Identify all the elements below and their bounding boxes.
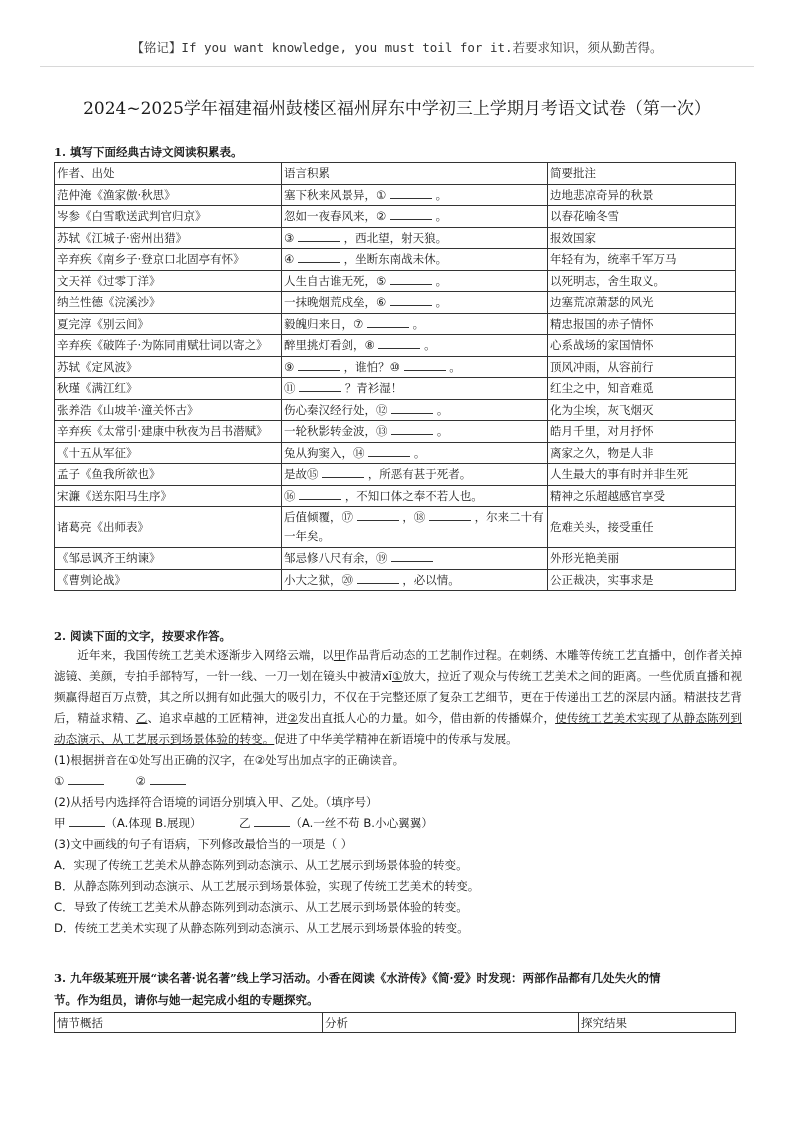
- source-cell: 《邹忌讽齐王纳谏》: [55, 548, 282, 570]
- answer-blank[interactable]: [150, 774, 186, 785]
- note-cell: 心系战场的家国情怀: [548, 335, 736, 357]
- answer-blank[interactable]: [298, 252, 340, 263]
- blank-1: ①: [391, 669, 403, 683]
- note-cell: 皓月千里，对月抒怀: [548, 421, 736, 443]
- verse-cell: 一轮秋影转金波，⑬ 。: [282, 421, 548, 443]
- note-cell: 精神之乐超越感官享受: [548, 485, 736, 507]
- verse-cell: 醉里挑灯看剑，⑧ 。: [282, 335, 548, 357]
- note-cell: 化为尘埃，灰飞烟灭: [548, 399, 736, 421]
- answer-blank[interactable]: [68, 774, 104, 785]
- answer-blank[interactable]: [390, 295, 432, 306]
- answer-blank[interactable]: [391, 551, 433, 562]
- answer-blank[interactable]: [368, 446, 410, 457]
- table-row: [55, 249, 736, 271]
- verse-cell: 毅魄归来日，⑦ 。: [282, 313, 548, 335]
- q2-sub2: (2)从括号内选择符合语境的词语分别填入甲、乙处。（填序号）: [54, 795, 378, 809]
- note-cell: 精忠报国的赤子情怀: [548, 313, 736, 335]
- note-cell: 报效国家: [548, 227, 736, 249]
- note-cell: 边地悲凉奇异的秋景: [548, 184, 736, 206]
- source-cell: 孟子《鱼我所欲也》: [55, 464, 282, 486]
- table-header-row: [55, 163, 736, 185]
- header-divider: [40, 66, 754, 67]
- verse-cell: 小大之狱，⑳ ，必以情。: [282, 569, 548, 591]
- source-cell: 苏轼《江城子·密州出猎》: [55, 227, 282, 249]
- verse-cell: 后值倾覆，⑰ ，⑱ ，尔来二十有一年矣。: [282, 507, 548, 548]
- table-header-row: [55, 1013, 736, 1033]
- source-cell: 《曹刿论战》: [55, 569, 282, 591]
- blank-jia: 甲: [333, 648, 346, 662]
- note-cell: 人生最大的事有时并非生死: [548, 464, 736, 486]
- answer-blank[interactable]: [298, 360, 340, 371]
- source-cell: 范仲淹《渔家傲·秋思》: [55, 184, 282, 206]
- table-row: [55, 485, 736, 507]
- answer-blank[interactable]: [357, 510, 399, 521]
- table-row: [55, 464, 736, 486]
- blank-yi: 乙: [135, 711, 148, 725]
- table-row: [55, 184, 736, 206]
- header-motto: 【铭记】If you want knowledge, you must toil for it.若要求知识，须从勤苦得。: [131, 40, 663, 55]
- q2-sub1-answers: ① ②: [54, 771, 742, 792]
- answer-blank[interactable]: [429, 510, 471, 521]
- option-c[interactable]: C．导致了传统工艺美术从静态陈列到动态演示、从工艺展示到场景体验的转变。: [54, 900, 468, 914]
- answer-blank[interactable]: [390, 188, 432, 199]
- q2-sub1: (1)根据拼音在①处写出正确的汉字，在②处写出加点字的正确读音。: [54, 753, 405, 767]
- option-a[interactable]: A．实现了传统工艺美术从静态陈列到动态演示、从工艺展示到场景体验的转变。: [54, 858, 468, 872]
- answer-blank[interactable]: [299, 489, 341, 500]
- q2-sub2-answers: 甲 （A.体现 B.展现） 乙 （A.一丝不苟 B.小心翼翼）: [54, 816, 433, 830]
- column-header: 简要批注: [548, 163, 736, 185]
- note-cell: 以春花喻冬雪: [548, 206, 736, 228]
- source-cell: 夏完淳《别云间》: [55, 313, 282, 335]
- note-cell: 离家之久，物是人非: [548, 442, 736, 464]
- q3-heading-line2: 节。作为组员，请你与她一起完成小组的专题探究。: [54, 993, 319, 1007]
- answer-blank[interactable]: [322, 467, 364, 478]
- q2-passage: [54, 645, 742, 939]
- q3-heading-line1: 3. 九年级某班开展“读名著·说名著”线上学习活动。小香在阅读《水浒传》《简·爱》时发现：两部作品都有几处失火的情: [54, 971, 661, 985]
- verse-cell: 人生自古谁无死，⑤ 。: [282, 270, 548, 292]
- page-title: 2024~2025学年福建福州鼓楼区福州屏东中学初三上学期月考语文试卷（第一次）: [83, 99, 711, 119]
- answer-blank[interactable]: [298, 231, 340, 242]
- column-header: 作者、出处: [55, 163, 282, 185]
- source-cell: 辛弃疾《破阵子·为陈同甫赋壮词以寄之》: [55, 335, 282, 357]
- q3-table: [54, 1012, 736, 1033]
- answer-blank-jia[interactable]: [69, 816, 105, 827]
- note-cell: 顶风冲雨，从容前行: [548, 356, 736, 378]
- note-cell: 红尘之中，知音难觅: [548, 378, 736, 400]
- option-d[interactable]: D．传统工艺美术实现了从静态陈列到动态演示、从工艺展示到场景体验的转变。: [54, 921, 469, 935]
- table-row: [55, 335, 736, 357]
- q1-heading: 1. 填写下面经典古诗文阅读积累表。: [54, 145, 243, 159]
- answer-blank[interactable]: [404, 360, 446, 371]
- note-cell: 年轻有为，统率千军万马: [548, 249, 736, 271]
- column-header: 分析: [323, 1013, 579, 1033]
- table-row: [55, 313, 736, 335]
- answer-blank[interactable]: [367, 317, 409, 328]
- verse-cell: ⑨ ，谁怕？⑩ 。: [282, 356, 548, 378]
- source-cell: 诸葛亮《出师表》: [55, 507, 282, 548]
- table-row: [55, 569, 736, 591]
- underlined-sentence: 使传统工艺美术实现了从静态陈列到动态演示、从工艺展示到场景体验的转变。: [54, 711, 742, 746]
- note-cell: 边塞荒凉萧瑟的风光: [548, 292, 736, 314]
- blank-2: ②: [287, 711, 299, 725]
- table-row: [55, 442, 736, 464]
- verse-cell: 是故⑮ ，所恶有甚于死者。: [282, 464, 548, 486]
- verse-cell: 塞下秋来风景异，① 。: [282, 184, 548, 206]
- table-row: [55, 399, 736, 421]
- table-row: [55, 206, 736, 228]
- note-cell: 危难关头，接受重任: [548, 507, 736, 548]
- answer-blank-yi[interactable]: [254, 816, 290, 827]
- table-row: [55, 378, 736, 400]
- source-cell: 辛弃疾《太常引·建康中秋夜为吕书潜赋》: [55, 421, 282, 443]
- verse-cell: 伤心秦汉经行处，⑫ 。: [282, 399, 548, 421]
- column-header: 情节概括: [55, 1013, 323, 1033]
- answer-blank[interactable]: [378, 338, 420, 349]
- verse-cell: 兔从狗窦入，⑭ 。: [282, 442, 548, 464]
- q2-heading: 2. 阅读下面的文字，按要求作答。: [54, 629, 232, 643]
- source-cell: 《十五从军征》: [55, 442, 282, 464]
- table-row: [55, 421, 736, 443]
- column-header: 语言积累: [282, 163, 548, 185]
- source-cell: 文天祥《过零丁洋》: [55, 270, 282, 292]
- source-cell: 苏轼《定风波》: [55, 356, 282, 378]
- verse-cell: 邹忌修八尺有余，⑲: [282, 548, 548, 570]
- note-cell: 公正裁决，实事求是: [548, 569, 736, 591]
- note-cell: 外形光艳美丽: [548, 548, 736, 570]
- passage-text: 近年来，我国传统工艺美术逐渐步入网络云端，以甲作品背后动态的工艺制作过程。在刺绣、木雕等传统工艺直播中，创作者关掉滤镜、美颜，专拍手部特写，一针一线、一刀一划在镜头中被清xī①放大，拉近了观众与传统工艺美术之间的距离。一些优质直播和视频赢得超百万点赞，其之所以拥有如此强大的吸引力，不仅在于完整还原了复杂工艺细节，更在于传递出工艺的深层内涵。精湛技艺背后，精益求精、乙、追求卓越的工匠精神，迸②发出直抵人心的力量。如今，借由新的传播媒介，使传统工艺美术实现了从静态陈列到动态演示、从工艺展示到场景体验的转变。促进了中华美学精神在新语境中的传承与发展。: [54, 648, 742, 746]
- verse-cell: ④ ，坐断东南战未休。: [282, 249, 548, 271]
- table-row: [55, 548, 736, 570]
- note-cell: 以死明志，舍生取义。: [548, 270, 736, 292]
- q2-sub3: (3)文中画线的句子有语病，下列修改最恰当的一项是（ ）: [54, 837, 353, 851]
- answer-blank[interactable]: [391, 403, 433, 414]
- table-row: [55, 507, 736, 548]
- source-cell: 辛弃疾《南乡子·登京口北固亭有怀》: [55, 249, 282, 271]
- answer-blank[interactable]: [390, 274, 432, 285]
- table-row: [55, 356, 736, 378]
- answer-blank[interactable]: [390, 209, 432, 220]
- verse-cell: ⑪ ？青衫湿！: [282, 378, 548, 400]
- verse-cell: ⑯ ，不知口体之奉不若人也。: [282, 485, 548, 507]
- table-row: [55, 270, 736, 292]
- verse-cell: ③ ，西北望，射天狼。: [282, 227, 548, 249]
- table-row: [55, 292, 736, 314]
- source-cell: 宋濂《送东阳马生序》: [55, 485, 282, 507]
- source-cell: 张养浩《山坡羊·潼关怀古》: [55, 399, 282, 421]
- poem-table: [54, 162, 736, 591]
- option-b[interactable]: B．从静态陈列到动态演示、从工艺展示到场景体验，实现了传统工艺美术的转变。: [54, 879, 480, 893]
- answer-blank[interactable]: [391, 424, 433, 435]
- source-cell: 纳兰性德《浣溪沙》: [55, 292, 282, 314]
- answer-blank[interactable]: [357, 573, 399, 584]
- source-cell: 岑参《白雪歌送武判官归京》: [55, 206, 282, 228]
- column-header: 探究结果: [579, 1013, 736, 1033]
- table-row: [55, 227, 736, 249]
- verse-cell: 一抹晚烟荒戍垒，⑥ 。: [282, 292, 548, 314]
- source-cell: 秋瑾《满江红》: [55, 378, 282, 400]
- answer-blank[interactable]: [299, 381, 341, 392]
- verse-cell: 忽如一夜春风来，② 。: [282, 206, 548, 228]
